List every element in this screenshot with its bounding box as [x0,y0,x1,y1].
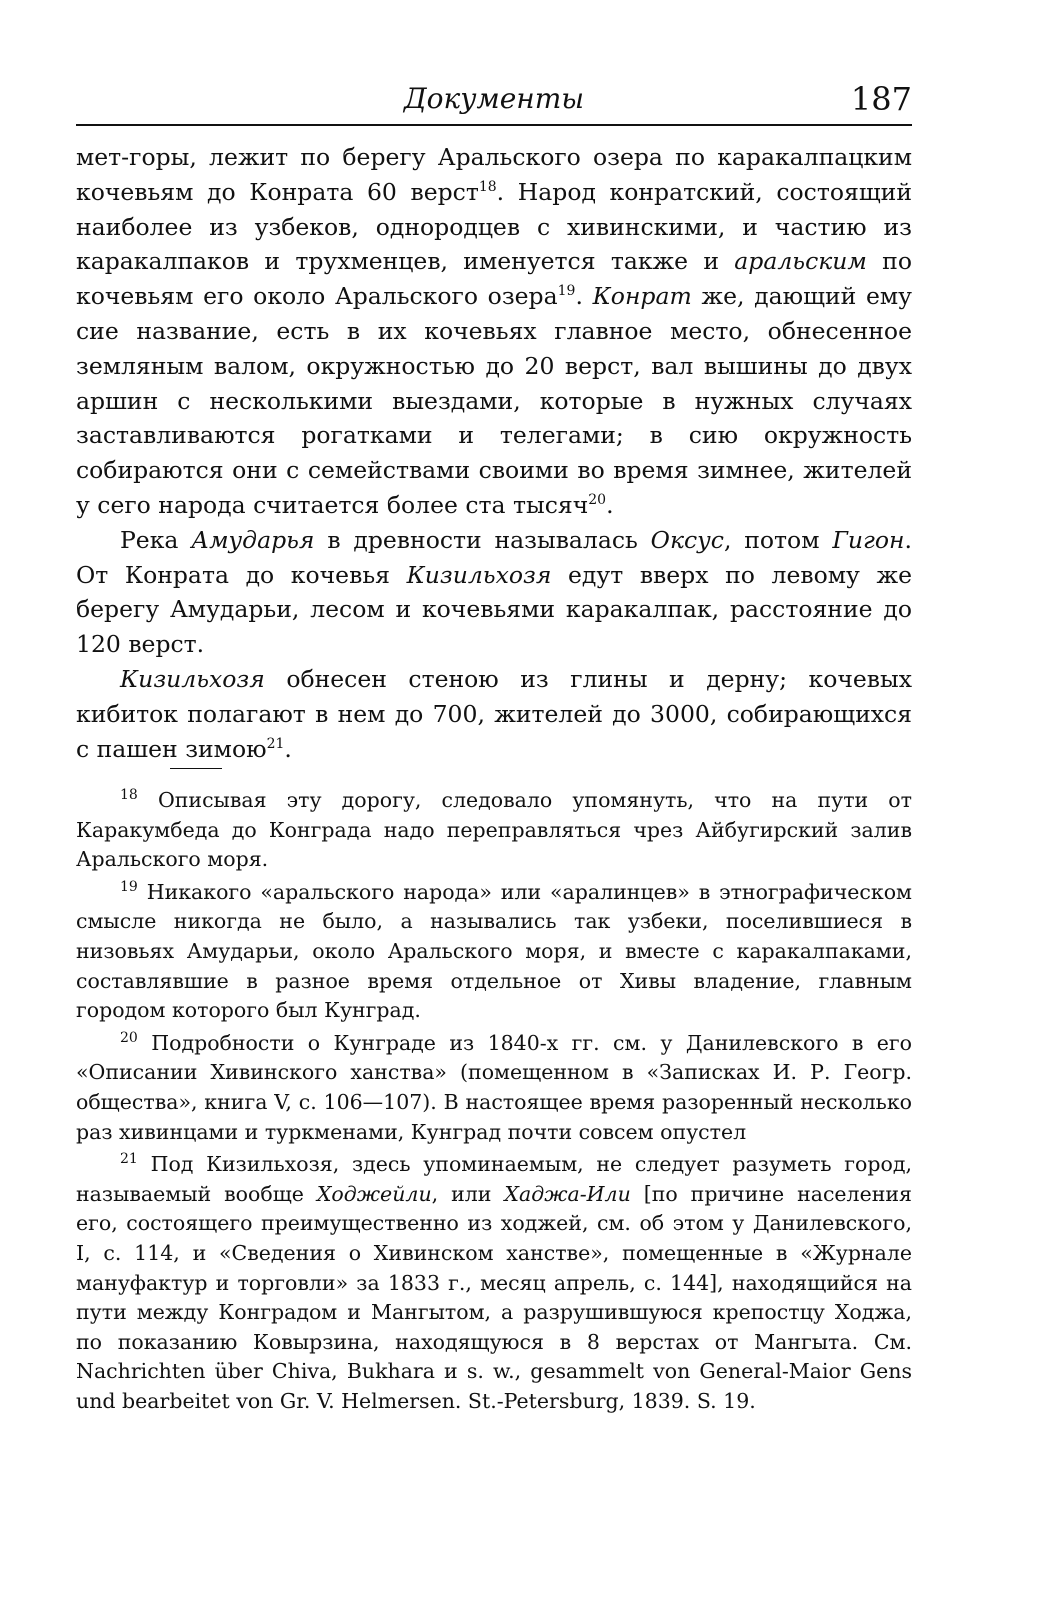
footnote-number: 19 [120,878,138,895]
italic-term: Оксус [650,525,724,554]
italic-term: Хаджа-Или [504,1181,631,1206]
footnote-separator [170,768,222,769]
paragraph-text: . [575,282,593,311]
footnote-18 [76,786,912,875]
paragraph-text: . [606,490,614,519]
footnote-ref: 19 [557,283,576,300]
main-text [76,140,912,766]
running-head: Документы [403,82,585,115]
footnote-text: [по причине населения его, состоящего преимущественно из ходжей, см. об этом у Данилевского, I, с. 114, и «Сведения о Хивинском ханстве», помещенные в «Журнале мануфактур и торговли» за 1833 г., месяц апрель, с. 144], находящийся на пути между Конградом и Мангытом, а разрушившуюся крепостцу Ходжа, по показанию Ковырзина, находящуюся в 8 верстах от Мангыта. См. Nachrichten über Chiva, Bukhara и s. w., gesammelt von General-Maior Gens und bearbeitet von Gr. V. Helmersen. St.-Petersburg, 1839. S. 19. [76,1181,912,1413]
paragraph-2 [76,523,912,662]
footnote-text: Никакого «аральского народа» или «аралинцев» в этнографическом смысле никогда не было, а назывались так узбеки, поселившиеся в низовьях Амударьи, около Аральского моря, и вместе с каракалпаками, составлявшие в разное время отдельное от Хивы владение, главным городом которого был Кунград. [76,879,912,1023]
paragraph-text: . Народ конратский, состоящий наиболее из узбеков, однородцев с хивинскими, и частию из каракалпаков и трухменцев, именуется также и [76,177,912,276]
footnote-number: 20 [120,1029,138,1046]
italic-term: Амударья [191,525,315,554]
footnote-21 [76,1150,912,1416]
footnote-text: Под Кизильхозя, здесь упоминаемым, не следует разуметь город, называемый вообще [76,1152,912,1206]
italic-term: аральским [734,247,867,276]
footnotes [76,786,912,1419]
paragraph-text: обнесен стеною из глины и дерну; кочевых кибиток полагают в нем до 700, жителей до 3000, собирающихся с пашен зимою [76,664,912,763]
paragraph-text: же, дающий ему сие название, есть в их кочевьях главное место, обнесенное земляным валом, окружностью до 20 верст, вал вышины до двух аршин с несколькими выездами, которые в нужных случаях заставливаются рогатками и телегами; в сию окружность собираются они с семействами своими во время зимнее, жителей у сего народа считается более ста тысяч [76,282,912,519]
italic-term: Ходжейли [316,1181,432,1206]
footnote-number: 18 [120,787,138,804]
paragraph-text: мет-горы, лежит по берегу Аральского озера по каракалпацким кочевьям до Конрата 60 верст [76,143,912,206]
italic-term: Конрат [592,282,692,311]
page-header [76,80,912,126]
footnote-19 [76,878,912,1026]
italic-term: Гигон [832,525,905,554]
italic-term: Кизильхозя [120,664,265,693]
paragraph-text: . [284,734,292,763]
footnote-20 [76,1029,912,1147]
paragraph-3 [76,662,912,766]
paragraph-text: по кочевьям его около Аральского озера [76,247,912,311]
footnote-text: Подробности о Кунграде из 1840-х гг. см. у Данилевского в его «Описании Хивинского ханства» (помещенном в «Записках И. Р. Геогр. общества», книга V, с. 106—107). В настоящее время разоренный несколько раз хивинцами и туркменами, Кунград почти совсем опустел [76,1030,912,1144]
paragraph-1 [76,140,912,523]
footnote-ref: 20 [588,492,607,509]
italic-term: Кизильхозя [406,560,552,589]
footnote-number: 21 [120,1151,138,1168]
page-number: 187 [850,80,912,118]
paragraph-text: Река [120,525,192,554]
paragraph-text: . От Конрата до кочевья [76,525,913,589]
footnote-ref: 21 [266,735,285,752]
footnote-text: Описывая эту дорогу, следовало упомянуть, что на пути от Каракумбеда до Конграда надо переправляться чрез Айбугирский залив Аральского моря. [76,788,912,872]
paragraph-text: , потом [723,525,833,554]
footnote-text: , или [431,1181,505,1206]
paragraph-text: в древности называлась [314,525,651,554]
paragraph-text: едут вверх по левому же берегу Амударьи, лесом и кочевьями каракалпак, расстояние до 120 верст. [76,560,912,659]
footnote-ref: 18 [478,178,497,195]
